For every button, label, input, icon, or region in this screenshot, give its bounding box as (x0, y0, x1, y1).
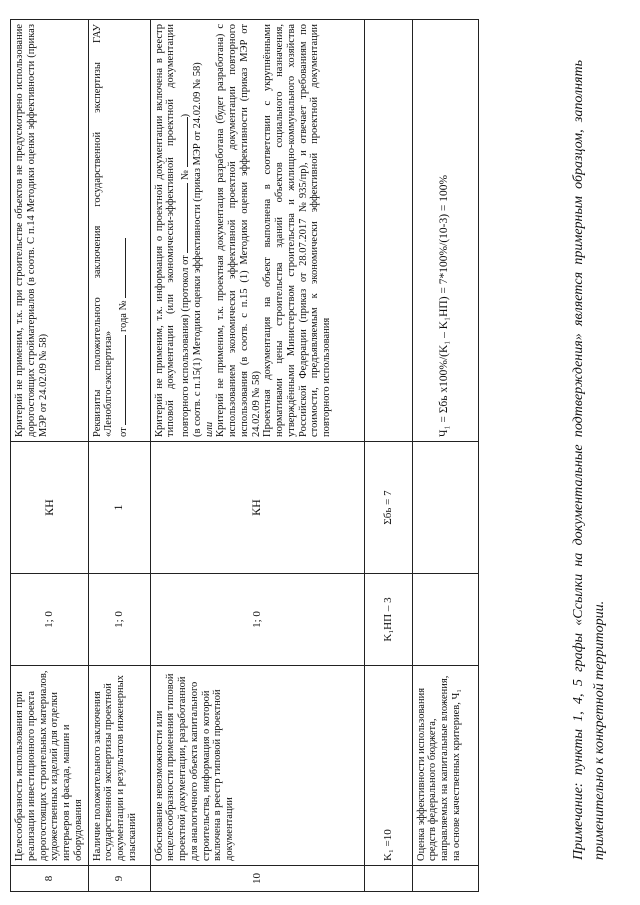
final-formula: Ч₁ = Σбь x100%/(K₁ – K₁НП) = 7*100%/(10-3) = 100% (412, 20, 478, 442)
indicator: КН (150, 442, 364, 574)
summary-sum: Σбь = 7 (364, 442, 412, 574)
reference-or: или (203, 421, 215, 437)
table-row (150, 20, 364, 892)
empty-cell (364, 866, 412, 892)
row-number: 9 (88, 866, 150, 892)
summary-row (364, 20, 412, 892)
table-row (88, 20, 150, 892)
reference-number-label: № (180, 169, 191, 180)
table-row (11, 20, 89, 892)
value-options: 1; 0 (88, 574, 150, 666)
reference-line: Реквизиты положительного заключения государственной экспертизы ГАУ «Леноблгосэкспертиза» (91, 24, 115, 437)
final-row (412, 20, 478, 892)
criteria-table (10, 19, 479, 892)
indicator: КН (11, 442, 89, 574)
criterion-text: Наличие положительного заключения государственной экспертизы проектной документации и результатов инженерных изысканий (88, 666, 150, 866)
indicator: 1 (88, 442, 150, 574)
footnote-text: пункты 1, 4, 5 графы «Ссылки на документальные подтверждения» является примерным образцом, заполнять применительно к конкретной территории. (571, 59, 607, 860)
final-label: Оценка эффективности использования средств федерального бюджета, направляемых на капитальные вложения, на основе качественных критериев, Ч₁ (412, 666, 478, 866)
footnote (568, 60, 610, 860)
reference-paragraph: Проектная документация на объект выполнена в соответствии с укрупнёнными нормативами цены строительства зданий объектов социального назначения, утверждёнными Министерством строительства и жилищно-коммунального хозяйства Российской Федерации (приказ от 28.07.2017 №935/пр), и отвечает требованиям по стоимости, предъявляемым к экономически эффективной проектной документации повторного использования (262, 24, 332, 437)
row-number: 10 (150, 866, 364, 892)
empty-cell (412, 866, 478, 892)
reference-part: Критерий не применим, т.к. информация о проектной документации включена в реестр типовой документации (или экономически-эффективной проектной документации повторного использования) (протокол от (153, 24, 191, 437)
summary-label: K₁ =10 (364, 666, 412, 866)
reference-paragraph: Критерий не применим, т.к. проектная документация разработана (будет разработана) с использованием экономически эффективной проектной документации повторного использования (в соотв. с п.15 (1) Методики оценки эффективности (приказ МЭР от 24.02.09 № 58) (215, 24, 262, 437)
blank-line (177, 183, 188, 253)
criterion-text: Целесообразность использования при реализации инвестиционного проекта дорогостоящих строительных материалов, художественных изделий для отделки интерьеров и фасада, машин и оборудования (11, 666, 89, 866)
empty-cell (364, 20, 412, 442)
reference-date-line (115, 24, 130, 437)
blank-line (177, 117, 188, 167)
empty-cell (412, 574, 478, 666)
summary-value: K₁НП – 3 (364, 574, 412, 666)
empty-cell (412, 442, 478, 574)
blank-line (115, 335, 126, 425)
reference-text: Критерий не применим, т.к. при строительстве объектов не предусмотрено использование дорогостоящих стройматериалов (в соотв. С п.14 Методики оценки эффективности (приказ МЭР от 24.02.09 № 58) (11, 20, 89, 442)
blank-line (115, 238, 126, 298)
reference-text (150, 20, 364, 442)
criterion-text: Обоснование невозможности или нецелесообразности применения типовой проектной документации, разработанной для аналогичного объекта капитального строительства, информация о которой включена в реестр типовой проектной документации (150, 666, 364, 866)
reference-year: года № (118, 300, 129, 333)
footnote-label: Примечание: (571, 782, 586, 860)
value-options: 1; 0 (150, 574, 364, 666)
reference-text (88, 20, 150, 442)
reference-from: от (118, 427, 129, 437)
row-number: 8 (11, 866, 89, 892)
reference-paragraph: (в соотв. с п.15(1) Методики оценки эффективности (приказ МЭР от 24.02.09 № 58) (191, 62, 203, 437)
value-options: 1; 0 (11, 574, 89, 666)
reference-paragraph: Критерий не применим, т.к. информация о проектной документации включена в реестр типовой документации (или экономически-эффективной проектной документации повторного использования) (протокол от № ) (153, 24, 191, 437)
